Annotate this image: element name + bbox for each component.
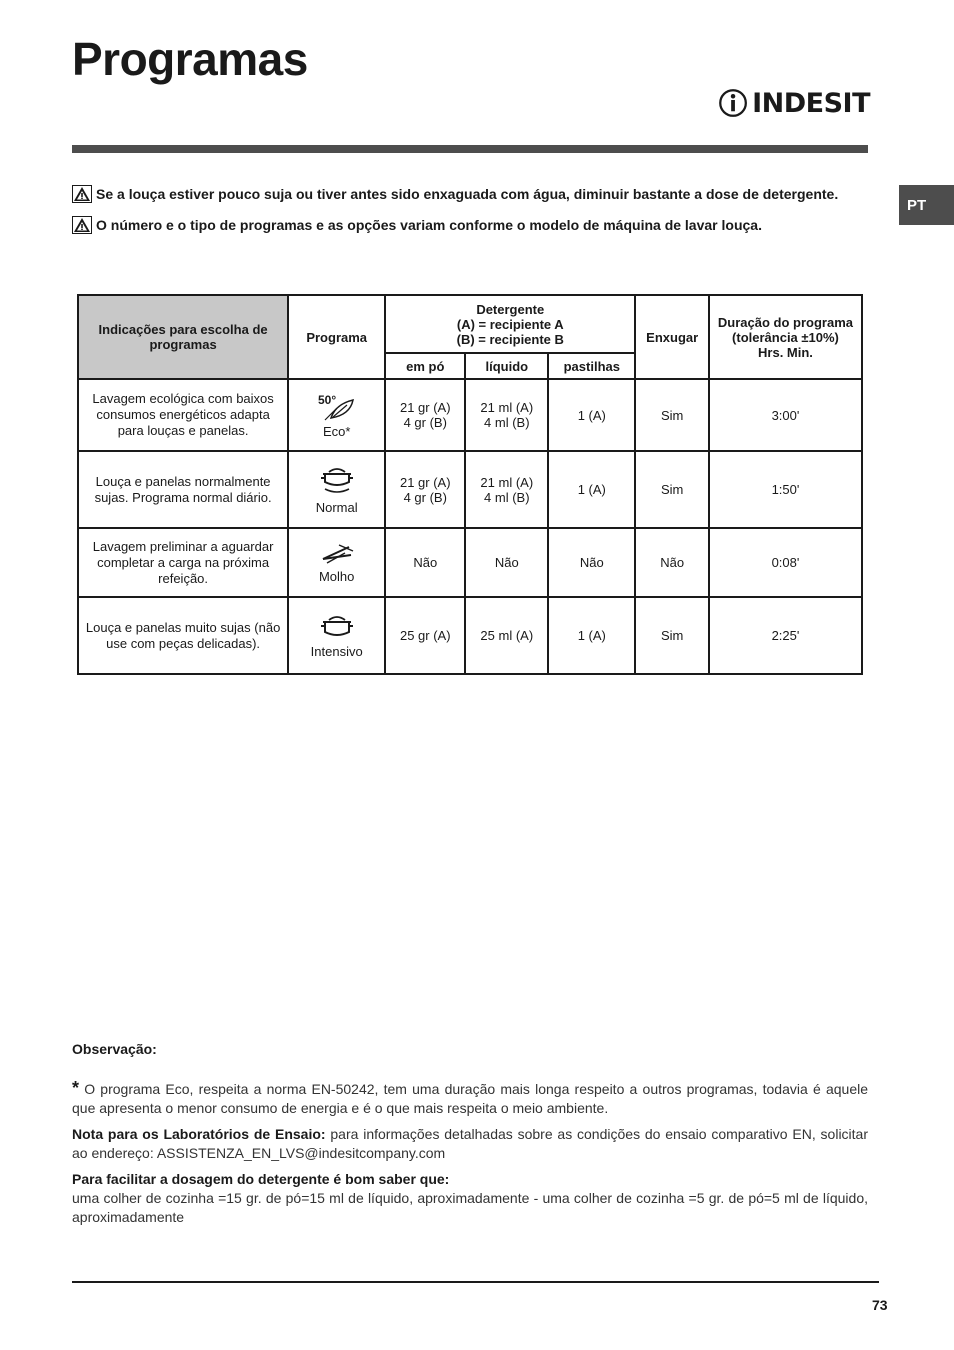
liquido-cell: Não [465,528,548,597]
enxugar-cell: Sim [635,451,709,528]
po-cell: 25 gr (A) [385,597,465,674]
page-number: 73 [872,1297,888,1313]
duracao-cell: 1:50' [709,451,862,528]
program-cell [288,597,385,674]
brand-name: INDESIT [752,87,870,119]
header-duracao: Duração do programa (tolerância ±10%) Hrs. Min. [709,295,862,379]
row-description: Louça e panelas muito sujas (não use com peças delicadas). [78,597,288,674]
notes-heading: Observação: [72,1041,157,1057]
liquido-cell: 21 ml (A) 4 ml (B) [465,379,548,451]
row-description: Lavagem preliminar a aguardar completar a carga na próxima refeição. [78,528,288,597]
svg-text:50°: 50° [317,392,336,407]
po-cell: 21 gr (A) 4 gr (B) [385,451,465,528]
header-detergente: Detergente (A) = recipiente A (B) = recipiente B [385,295,635,353]
warning-2 [72,216,762,234]
brand-logo [718,82,870,124]
po-cell: Não [385,528,465,597]
warning-1 [72,185,838,203]
header-rule [72,145,868,153]
program-name: Eco* [322,423,351,439]
dose-note [72,1170,868,1227]
warning-triangle-icon [72,185,92,203]
header-liquido: líquido [465,353,548,379]
warning-triangle-icon [72,216,92,234]
eco-note [72,1079,868,1118]
program-name: Normal [315,500,358,515]
po-cell: 21 gr (A) 4 gr (B) [385,379,465,451]
duracao-cell: 3:00' [709,379,862,451]
program-cell [288,451,385,528]
liquido-cell: 21 ml (A) 4 ml (B) [465,451,548,528]
program-cell [288,528,385,597]
enxugar-cell: Não [635,528,709,597]
page-title: Programas [72,33,308,85]
lab-note [72,1125,868,1163]
program-name: Intensivo [310,644,363,659]
liquido-cell: 25 ml (A) [465,597,548,674]
duracao-cell: 0:08' [709,528,862,597]
row-description: Lavagem ecológica com baixos consumos energéticos adapta para louças e panelas. [78,379,288,451]
program-cell [288,379,385,451]
eco-50-icon [317,392,357,422]
program-name: Molho [318,569,355,584]
table-row [78,597,862,674]
footer-rule [72,1281,879,1283]
pot-intensive-icon [319,612,355,642]
header-indicacoes: Indicações para escolha de programas [78,295,288,379]
header-enxugar: Enxugar [635,295,709,379]
lab-note-text: para informações detalhadas sobre as condições do ensaio comparativo EN, solicitar ao endereço: ASSISTENZA_EN_LVS@indesitcompany.com [72,1126,869,1161]
asterisk: * [72,1078,80,1098]
table-row [78,451,862,528]
language-tab: PT [899,185,954,225]
enxugar-cell: Sim [635,597,709,674]
lab-note-label: Nota para os Laboratórios de Ensaio: [72,1126,326,1142]
table-row [78,379,862,451]
table-row [78,528,862,597]
pastilhas-cell: 1 (A) [548,379,635,451]
header-em-po: em pó [385,353,465,379]
duracao-cell: 2:25' [709,597,862,674]
eco-note-text: O programa Eco, respeita a norma EN-50242, tem uma duração mais longa respeito a outros programas, todavia é aquele que apresenta o menor consumo de energia e é o que mais respeita o meio ambiente. [72,1081,868,1116]
indesit-i-icon [718,83,748,123]
soak-plates-icon [319,541,355,567]
pastilhas-cell: Não [548,528,635,597]
header-pastilhas: pastilhas [548,353,635,379]
dose-note-label: Para facilitar a dosagem do detergente é bom saber que: [72,1171,450,1187]
notes-section [72,1040,868,1234]
warning-text: O número e o tipo de programas e as opções variam conforme o modelo de máquina de lavar louça. [96,217,762,233]
header-programa: Programa [288,295,385,379]
warning-text: Se a louça estiver pouco suja ou tiver antes sido enxaguada com água, diminuir bastante a dose de detergente. [96,186,839,202]
programs-table [77,294,863,675]
pot-normal-icon [319,464,355,498]
row-description: Louça e panelas normalmente sujas. Programa normal diário. [78,451,288,528]
pastilhas-cell: 1 (A) [548,451,635,528]
pastilhas-cell: 1 (A) [548,597,635,674]
dose-note-text: uma colher de cozinha =15 gr. de pó=15 ml de líquido, aproximadamente - uma colher de cozinha =5 gr. de pó=5 ml de líquido, aproximadamente [72,1190,868,1225]
enxugar-cell: Sim [635,379,709,451]
